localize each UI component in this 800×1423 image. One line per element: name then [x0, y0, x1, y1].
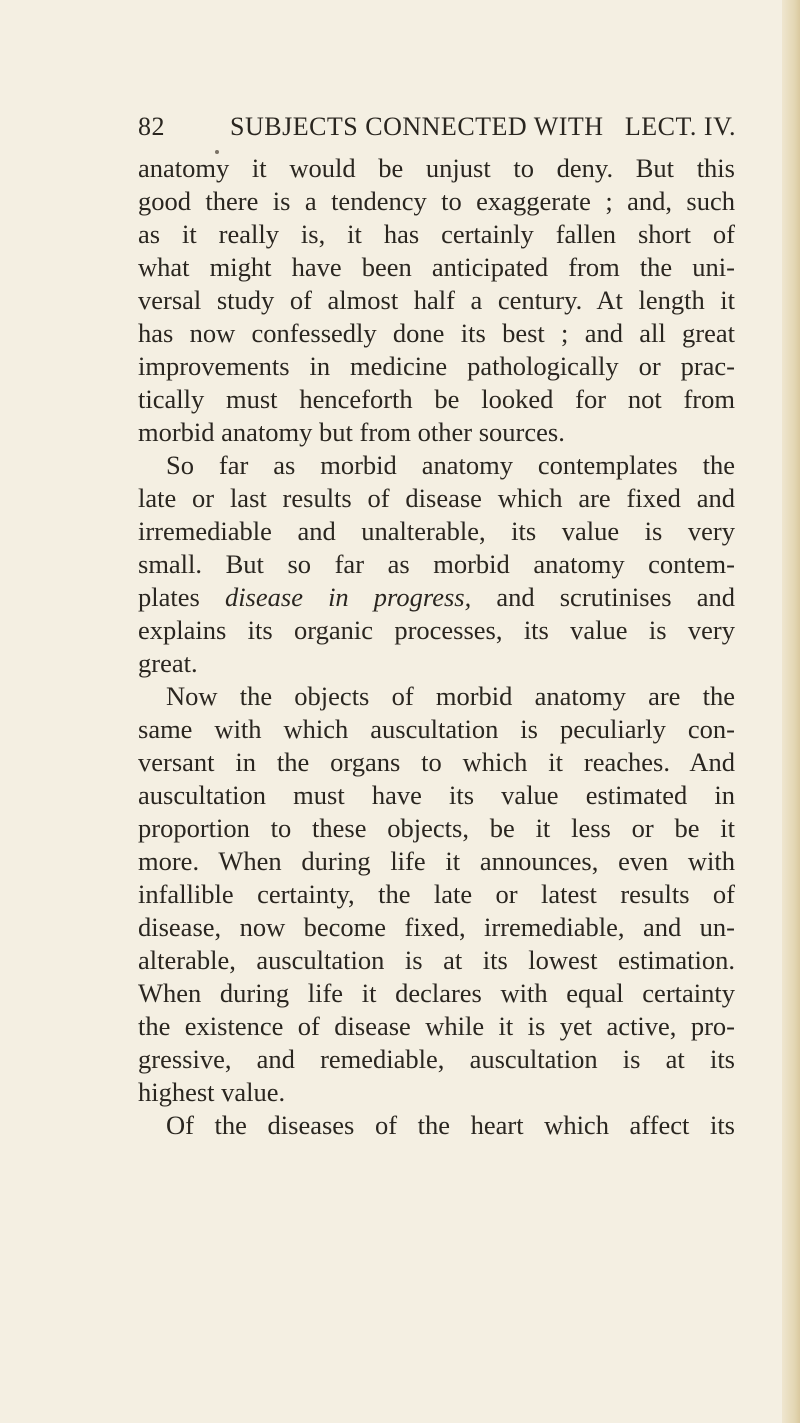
page-edge-shadow	[782, 0, 800, 1423]
italic-phrase: disease in progress,	[224, 582, 472, 612]
text-line: more. When during life it announces, even with	[138, 846, 735, 876]
text-line: morbid anatomy but from other sources.	[138, 417, 565, 447]
text-line: anatomy it would be unjust to deny. But this	[138, 153, 735, 183]
text-line: same with which auscultation is peculiarly con-	[138, 714, 735, 744]
text-segment: and scrutinises and	[471, 582, 735, 612]
text-line: alterable, auscultation is at its lowest estimation.	[138, 945, 735, 975]
running-header	[138, 112, 736, 144]
text-line: irremediable and unalterable, its value is very	[138, 516, 735, 546]
text-line: late or last results of disease which are fixed and	[138, 483, 735, 513]
text-segment: plates	[138, 582, 225, 612]
body-text	[138, 152, 735, 1142]
text-line: great.	[138, 648, 198, 678]
text-line: When during life it declares with equal certainty	[138, 978, 735, 1008]
text-line: improvements in medicine pathologically or prac-	[138, 351, 735, 381]
text-line: disease, now become fixed, irremediable, and un-	[138, 912, 735, 942]
lecture-label: LECT. IV.	[624, 112, 736, 141]
text-line: auscultation must have its value estimated in	[138, 780, 735, 810]
text-line: proportion to these objects, be it less or be it	[138, 813, 735, 843]
text-line: gressive, and remediable, auscultation is at its	[138, 1044, 735, 1074]
text-line: So far as morbid anatomy contemplates the	[166, 450, 735, 480]
running-title: SUBJECTS CONNECTED WITH	[230, 112, 604, 141]
text-line: good there is a tendency to exaggerate ; and, such	[138, 186, 735, 216]
text-line-with-italic	[138, 581, 735, 614]
text-line: the existence of disease while it is yet active, pro-	[138, 1011, 735, 1041]
text-line: Of the diseases of the heart which affect its	[166, 1110, 735, 1140]
text-line: what might have been anticipated from the uni-	[138, 252, 735, 282]
text-line: highest value.	[138, 1077, 286, 1107]
text-line: versant in the organs to which it reaches. And	[138, 747, 735, 777]
text-line: small. But so far as morbid anatomy contem-	[138, 549, 735, 579]
text-line: versal study of almost half a century. At length it	[138, 285, 735, 315]
text-line: tically must henceforth be looked for not from	[138, 384, 735, 414]
text-line: infallible certainty, the late or latest results of	[138, 879, 735, 909]
text-line: explains its organic processes, its value is very	[138, 615, 735, 645]
page-number: 82	[138, 112, 165, 141]
text-line: has now confessedly done its best ; and all great	[138, 318, 735, 348]
text-line: as it really is, it has certainly fallen short of	[138, 219, 735, 249]
text-line: Now the objects of morbid anatomy are the	[166, 681, 735, 711]
